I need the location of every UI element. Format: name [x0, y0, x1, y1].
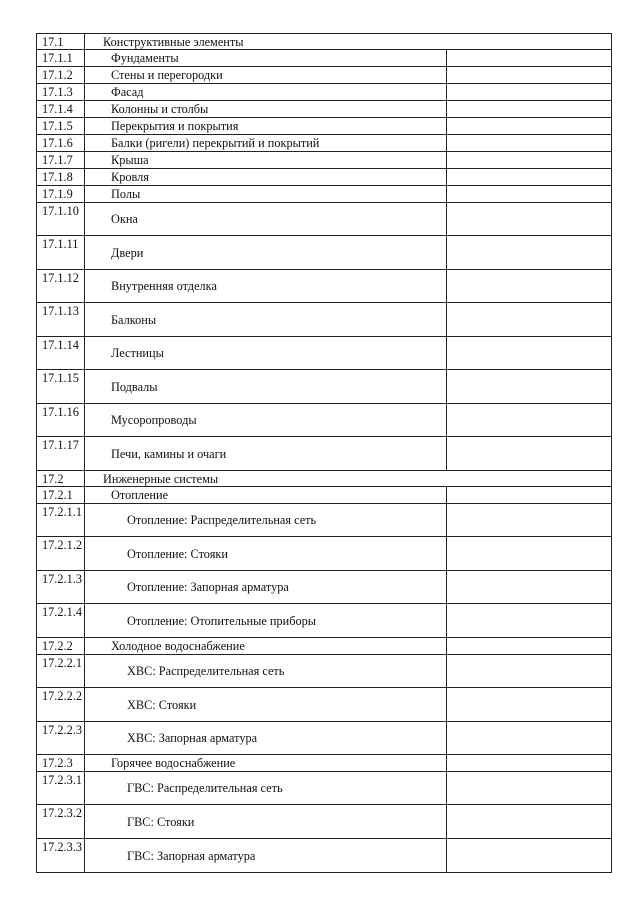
- row-title: Отопление: Отопительные приборы: [85, 604, 447, 638]
- section-row: [37, 34, 612, 50]
- row-value-cell: [446, 337, 612, 370]
- row-title: Колонны и столбы: [85, 101, 447, 118]
- row-value-cell: [446, 722, 612, 755]
- row-number: 17.2.2.3: [37, 722, 85, 755]
- table-row: [37, 638, 612, 655]
- row-title: Лестницы: [85, 337, 447, 370]
- row-number: 17.1.4: [37, 101, 85, 118]
- row-title: ХВС: Стояки: [85, 688, 447, 722]
- table-row: [37, 404, 612, 437]
- row-value-cell: [446, 50, 612, 67]
- row-title: Отопление: Стояки: [85, 537, 447, 571]
- row-title: Подвалы: [85, 370, 447, 404]
- row-value-cell: [446, 270, 612, 303]
- row-title: ГВС: Запорная арматура: [85, 839, 447, 873]
- row-title: Полы: [85, 186, 447, 203]
- row-value-cell: [446, 186, 612, 203]
- row-number: 17.1.1: [37, 50, 85, 67]
- row-number: 17.1.16: [37, 404, 85, 437]
- row-number: 17.1.12: [37, 270, 85, 303]
- table-row: [37, 504, 612, 537]
- row-number: 17.1.11: [37, 236, 85, 270]
- row-value-cell: [446, 571, 612, 604]
- table-row: [37, 839, 612, 873]
- row-number: 17.2.1.4: [37, 604, 85, 638]
- row-value-cell: [446, 638, 612, 655]
- row-title: Кровля: [85, 169, 447, 186]
- row-number: 17.2.1: [37, 487, 85, 504]
- row-number: 17.1: [37, 34, 85, 50]
- row-value-cell: [446, 504, 612, 537]
- row-number: 17.1.13: [37, 303, 85, 337]
- table-row: [37, 722, 612, 755]
- row-title: Отопление: Запорная арматура: [85, 571, 447, 604]
- row-value-cell: [446, 303, 612, 337]
- table-row: [37, 118, 612, 135]
- row-title: Балконы: [85, 303, 447, 337]
- row-title: ХВС: Распределительная сеть: [85, 655, 447, 688]
- row-title: Фундаменты: [85, 50, 447, 67]
- table-row: [37, 655, 612, 688]
- row-number: 17.2: [37, 471, 85, 487]
- row-value-cell: [446, 755, 612, 772]
- row-title: Мусоропроводы: [85, 404, 447, 437]
- table-row: [37, 236, 612, 270]
- row-title: Отопление: Распределительная сеть: [85, 504, 447, 537]
- row-value-cell: [446, 839, 612, 873]
- table-row: [37, 337, 612, 370]
- row-value-cell: [446, 655, 612, 688]
- row-value-cell: [446, 487, 612, 504]
- table-row: [37, 135, 612, 152]
- table-row: [37, 186, 612, 203]
- table-row: [37, 755, 612, 772]
- row-title: Инженерные системы: [85, 471, 447, 487]
- table-row: [37, 203, 612, 236]
- row-value-cell: [446, 101, 612, 118]
- row-number: 17.2.2: [37, 638, 85, 655]
- row-title: Печи, камины и очаги: [85, 437, 447, 471]
- row-value-cell: [446, 805, 612, 839]
- row-number: 17.2.1.3: [37, 571, 85, 604]
- table-row: [37, 537, 612, 571]
- row-value-cell: [446, 370, 612, 404]
- row-value-cell: [446, 67, 612, 84]
- row-value-cell: [446, 404, 612, 437]
- row-title: Холодное водоснабжение: [85, 638, 447, 655]
- elements-table-body: [37, 34, 612, 873]
- row-value-cell: [446, 135, 612, 152]
- table-row: [37, 437, 612, 471]
- table-row: [37, 688, 612, 722]
- row-title: Конструктивные элементы: [85, 34, 447, 50]
- table-row: [37, 67, 612, 84]
- row-value-cell: [446, 34, 612, 50]
- row-title: Крыша: [85, 152, 447, 169]
- row-value-cell: [446, 537, 612, 571]
- row-title: Горячее водоснабжение: [85, 755, 447, 772]
- table-row: [37, 604, 612, 638]
- row-title: Отопление: [85, 487, 447, 504]
- row-value-cell: [446, 772, 612, 805]
- table-row: [37, 84, 612, 101]
- table-row: [37, 805, 612, 839]
- table-row: [37, 303, 612, 337]
- elements-table: [36, 33, 612, 873]
- row-title: ХВС: Запорная арматура: [85, 722, 447, 755]
- table-row: [37, 101, 612, 118]
- row-title: Внутренняя отделка: [85, 270, 447, 303]
- table-row: [37, 772, 612, 805]
- row-value-cell: [446, 84, 612, 101]
- row-number: 17.1.3: [37, 84, 85, 101]
- row-number: 17.1.2: [37, 67, 85, 84]
- row-value-cell: [446, 152, 612, 169]
- row-value-cell: [446, 118, 612, 135]
- table-row: [37, 270, 612, 303]
- row-value-cell: [446, 203, 612, 236]
- table-row: [37, 152, 612, 169]
- row-number: 17.1.6: [37, 135, 85, 152]
- row-number: 17.1.5: [37, 118, 85, 135]
- row-number: 17.1.15: [37, 370, 85, 404]
- table-row: [37, 487, 612, 504]
- row-title: Стены и перегородки: [85, 67, 447, 84]
- table-row: [37, 50, 612, 67]
- row-number: 17.1.17: [37, 437, 85, 471]
- row-number: 17.1.7: [37, 152, 85, 169]
- row-number: 17.2.3: [37, 755, 85, 772]
- row-number: 17.1.10: [37, 203, 85, 236]
- row-number: 17.1.8: [37, 169, 85, 186]
- row-title: Перекрытия и покрытия: [85, 118, 447, 135]
- row-number: 17.2.1.2: [37, 537, 85, 571]
- row-number: 17.2.2.1: [37, 655, 85, 688]
- table-row: [37, 370, 612, 404]
- row-number: 17.1.14: [37, 337, 85, 370]
- row-number: 17.2.3.3: [37, 839, 85, 873]
- row-value-cell: [446, 604, 612, 638]
- row-number: 17.2.1.1: [37, 504, 85, 537]
- table-row: [37, 169, 612, 186]
- row-value-cell: [446, 688, 612, 722]
- row-value-cell: [446, 471, 612, 487]
- row-title: Фасад: [85, 84, 447, 101]
- row-title: Двери: [85, 236, 447, 270]
- row-number: 17.2.2.2: [37, 688, 85, 722]
- row-title: Балки (ригели) перекрытий и покрытий: [85, 135, 447, 152]
- row-number: 17.2.3.1: [37, 772, 85, 805]
- row-number: 17.2.3.2: [37, 805, 85, 839]
- row-title: ГВС: Стояки: [85, 805, 447, 839]
- row-value-cell: [446, 437, 612, 471]
- row-value-cell: [446, 236, 612, 270]
- row-title: ГВС: Распределительная сеть: [85, 772, 447, 805]
- row-title: Окна: [85, 203, 447, 236]
- row-number: 17.1.9: [37, 186, 85, 203]
- row-value-cell: [446, 169, 612, 186]
- table-row: [37, 571, 612, 604]
- section-row: [37, 471, 612, 487]
